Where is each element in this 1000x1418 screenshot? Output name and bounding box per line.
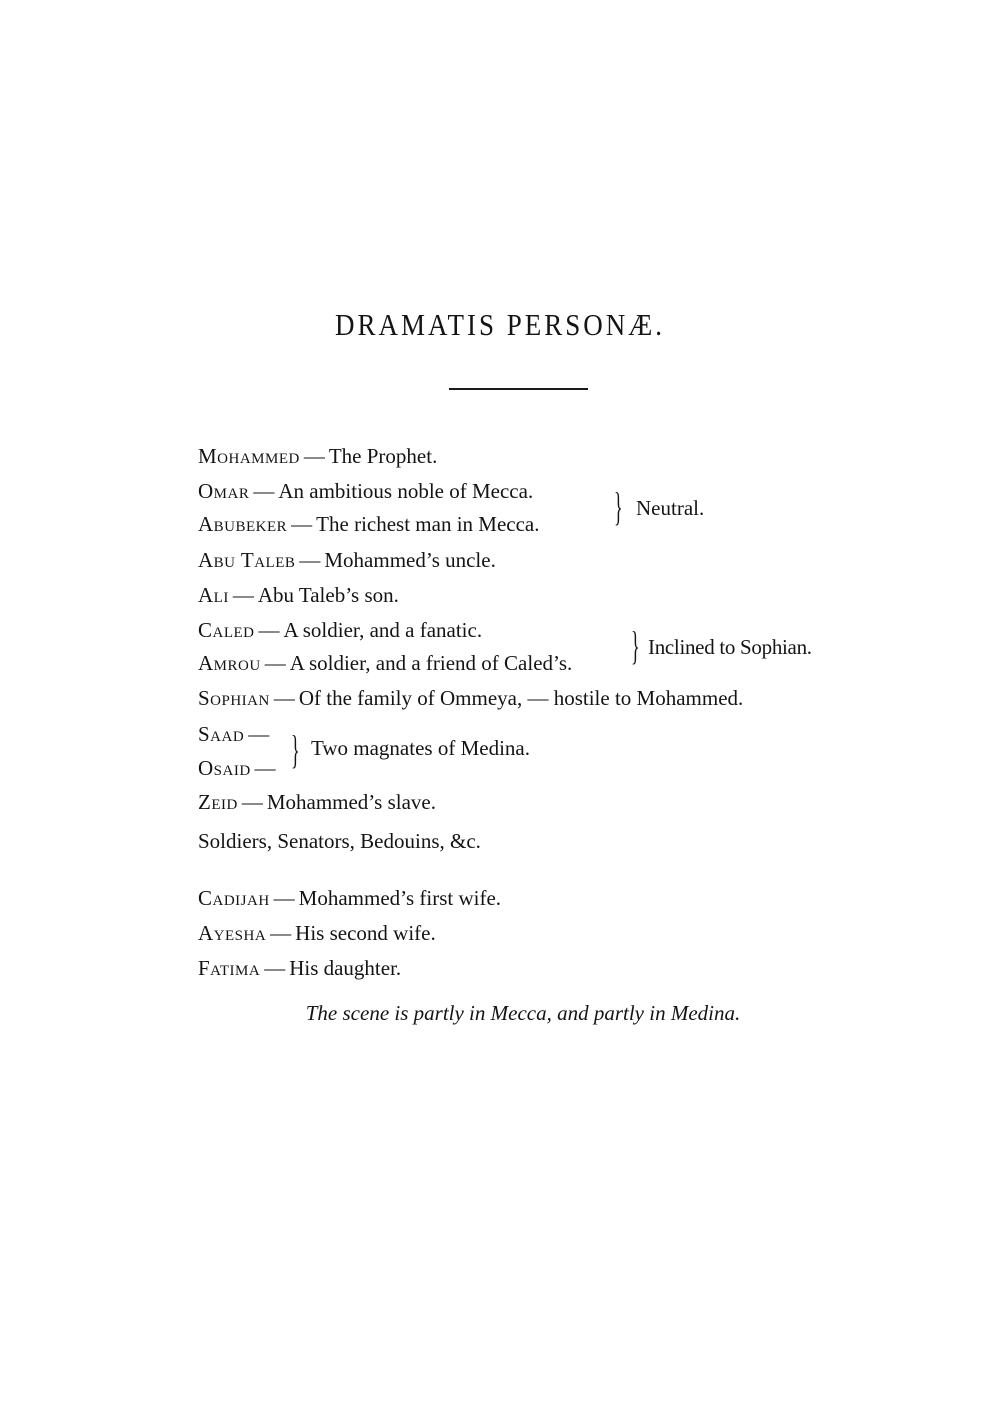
character-description: His second wife. (295, 921, 436, 945)
em-dash: — (254, 756, 276, 780)
group-label-magnates: Two magnates of Medina. (311, 736, 530, 760)
em-dash: — (264, 651, 286, 675)
character-name: Sophian (198, 686, 270, 710)
character-entry (198, 956, 401, 980)
em-dash: — (291, 512, 313, 536)
character-name: Cadijah (198, 886, 270, 910)
character-entry (198, 479, 533, 503)
em-dash: — (303, 444, 325, 468)
character-entry (198, 756, 280, 780)
extras-line: Soldiers, Senators, Bedouins, &c. (198, 829, 481, 853)
character-name: Abubeker (198, 512, 288, 536)
em-dash: — (264, 956, 286, 980)
group-brace: } (631, 623, 640, 668)
character-name: Zeid (198, 790, 238, 814)
character-entry (198, 618, 482, 642)
title-divider (449, 388, 588, 390)
em-dash: — (299, 548, 321, 572)
character-name: Ali (198, 583, 229, 607)
character-entry (198, 444, 437, 468)
character-description: The Prophet. (328, 444, 438, 468)
character-entry (198, 512, 540, 536)
scene-note: The scene is partly in Mecca, and partly in Medina. (305, 1001, 741, 1025)
character-name: Mohammed (198, 444, 300, 468)
character-name: Omar (198, 479, 250, 503)
character-description: Abu Taleb’s son. (257, 583, 399, 607)
character-name: Abu Taleb (198, 548, 296, 572)
character-name: Saad (198, 722, 245, 746)
group-brace: } (291, 727, 300, 772)
character-entry (198, 651, 572, 675)
em-dash: — (270, 921, 292, 945)
character-description: Mohammed’s first wife. (298, 886, 502, 910)
em-dash: — (253, 479, 275, 503)
character-name: Amrou (198, 651, 261, 675)
em-dash: — (248, 722, 270, 746)
character-name: Caled (198, 618, 255, 642)
character-entry (198, 686, 743, 710)
character-entry (198, 921, 436, 945)
character-description: His daughter. (289, 956, 402, 980)
em-dash: — (232, 583, 254, 607)
character-description: The richest man in Mecca. (316, 512, 540, 536)
group-label-neutral: Neutral. (636, 496, 705, 520)
page-title: DRAMATIS PERSONÆ. (334, 308, 666, 342)
em-dash: — (273, 686, 295, 710)
character-name: Osaid (198, 756, 251, 780)
em-dash: — (273, 886, 295, 910)
character-entry (198, 886, 501, 910)
em-dash: — (241, 790, 263, 814)
group-label-inclined: Inclined to Sophian. (648, 635, 812, 659)
group-brace: } (614, 484, 623, 529)
em-dash: — (258, 618, 280, 642)
character-description: Of the family of Ommeya, — hostile to Mohammed. (298, 686, 744, 710)
character-description: Mohammed’s uncle. (324, 548, 496, 572)
character-description: Mohammed’s slave. (266, 790, 436, 814)
character-description: An ambitious noble of Mecca. (278, 479, 534, 503)
character-name: Ayesha (198, 921, 267, 945)
character-entry (198, 790, 436, 814)
character-entry (198, 583, 399, 607)
character-entry (198, 548, 496, 572)
character-name: Fatima (198, 956, 261, 980)
character-entry (198, 722, 273, 746)
character-description: A soldier, and a fanatic. (283, 618, 483, 642)
character-description: A soldier, and a friend of Caled’s. (289, 651, 573, 675)
